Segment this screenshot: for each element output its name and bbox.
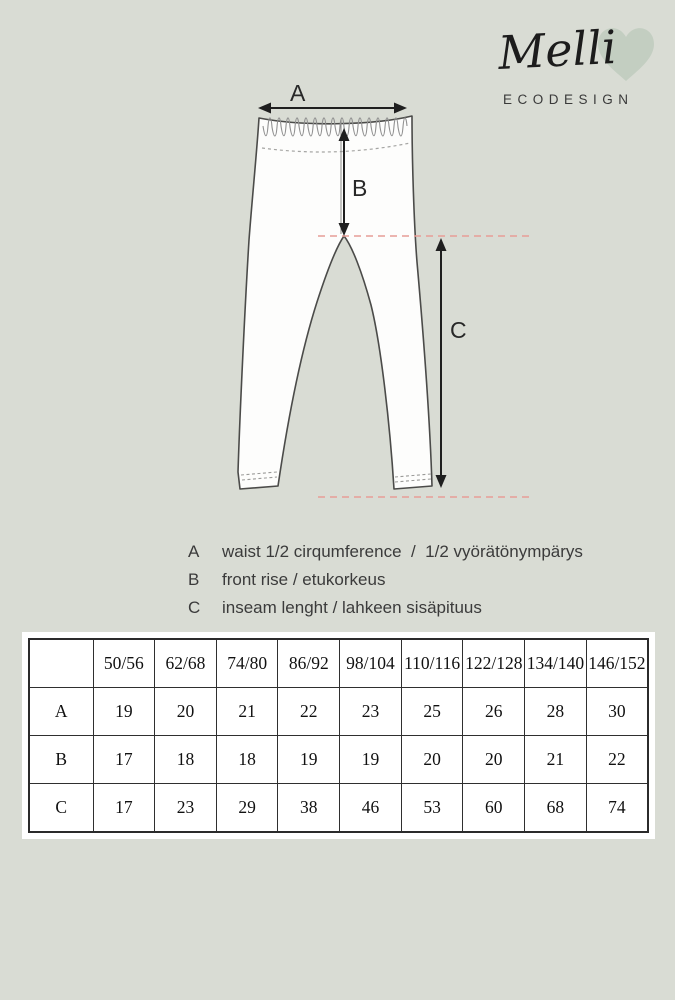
table-cell: 23 [155,784,217,832]
pants-outline [238,116,432,489]
table-cell: 28 [525,687,587,735]
table-cell: 20 [463,735,525,783]
table-cell: 38 [278,784,340,832]
table-cell: 20 [155,687,217,735]
size-column-header: 98/104 [340,639,402,687]
table-cell: 23 [340,687,402,735]
table-cell: 20 [401,735,463,783]
legend-row-c [188,598,583,626]
size-column-header: 86/92 [278,639,340,687]
measure-arrow-a [258,103,407,114]
pants-diagram-svg [195,78,545,514]
brand-name: Melli [496,19,618,80]
table-cell: 22 [586,735,648,783]
legend-letter: C [188,598,201,617]
table-cell: 17 [93,784,155,832]
table-cell: 19 [340,735,402,783]
legend-text: waist 1/2 cirqumference / 1/2 vyörätönympärys [222,542,583,561]
row-label: B [29,735,93,783]
table-cell: 25 [401,687,463,735]
legend-letter: A [188,542,200,561]
table-cell: 30 [586,687,648,735]
table-corner-cell [29,639,93,687]
table-cell: 19 [278,735,340,783]
table-row [29,687,648,735]
table-cell: 26 [463,687,525,735]
size-column-header: 146/152 [586,639,648,687]
size-column-header: 74/80 [216,639,278,687]
measure-label-b: B [352,175,368,201]
table-cell: 18 [155,735,217,783]
size-table-body [29,687,648,832]
size-column-header: 62/68 [155,639,217,687]
legend-row-b [188,570,583,598]
table-cell: 68 [525,784,587,832]
row-label: A [29,687,93,735]
legend-row-a [188,542,583,570]
table-cell: 21 [525,735,587,783]
size-table-container [22,632,655,839]
size-table [28,638,649,833]
size-column-header: 134/140 [525,639,587,687]
table-row [29,735,648,783]
measurement-legend [188,542,583,626]
size-column-header: 50/56 [93,639,155,687]
legend-text: inseam lenght / lahkeen sisäpituus [222,598,482,617]
table-cell: 17 [93,735,155,783]
size-table-head [29,639,648,687]
measure-label-a: A [290,80,306,106]
table-cell: 18 [216,735,278,783]
table-row [29,784,648,832]
size-column-header: 110/116 [401,639,463,687]
table-cell: 22 [278,687,340,735]
brand-subtitle: ECODESIGN [503,92,634,107]
measure-arrow-c [436,238,447,488]
table-cell: 29 [216,784,278,832]
row-label: C [29,784,93,832]
pants-measurement-diagram [195,78,545,514]
table-cell: 74 [586,784,648,832]
table-cell: 19 [93,687,155,735]
table-cell: 53 [401,784,463,832]
size-column-header: 122/128 [463,639,525,687]
table-cell: 21 [216,687,278,735]
table-cell: 60 [463,784,525,832]
measure-label-c: C [450,317,467,343]
legend-letter: B [188,570,200,589]
table-cell: 46 [340,784,402,832]
legend-text: front rise / etukorkeus [222,570,386,589]
